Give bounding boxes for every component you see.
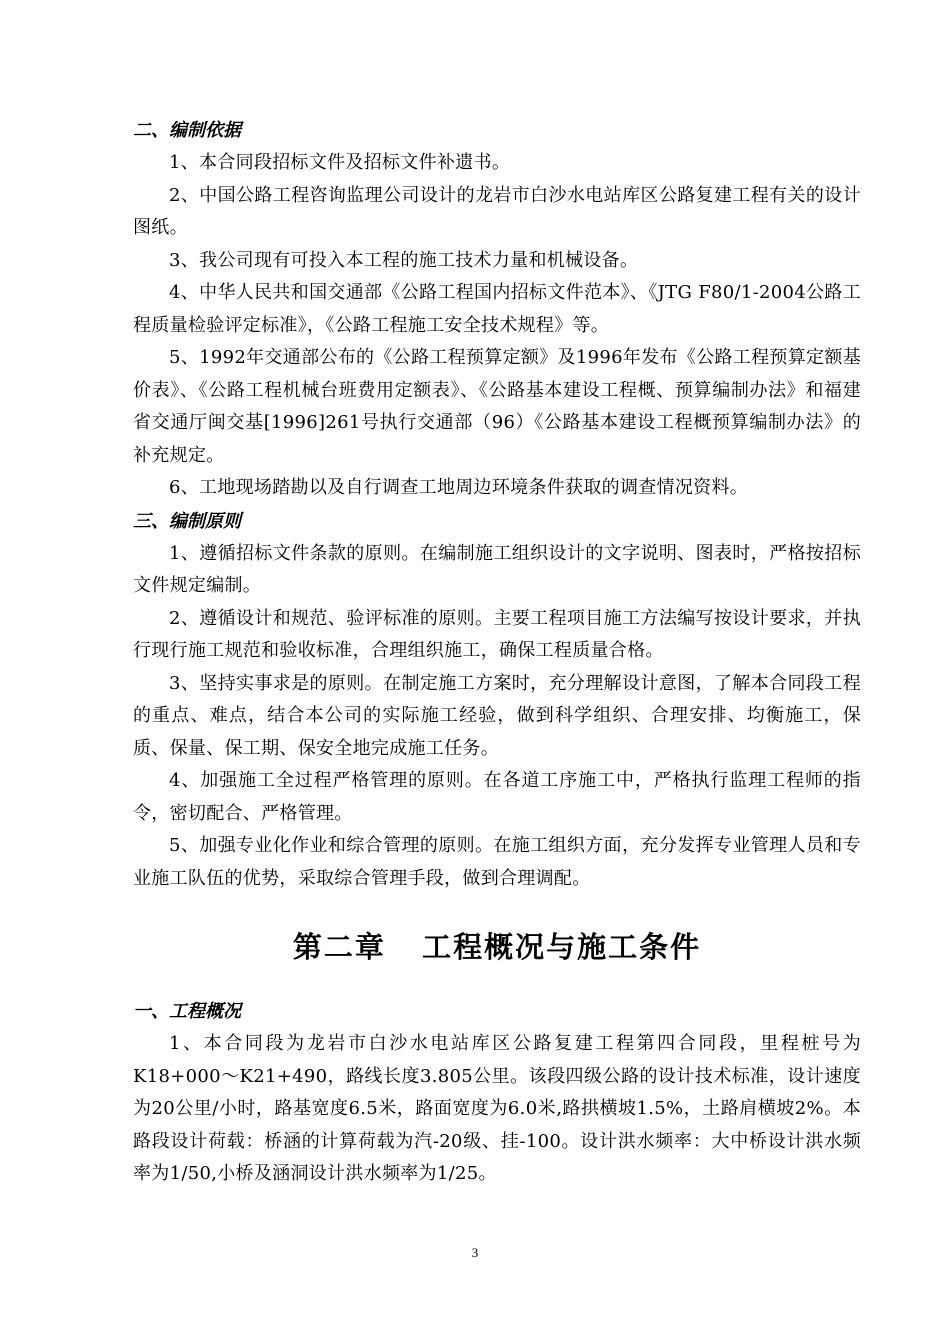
principles-paragraph-2: 2、遵循设计和规范、验评标准的原则。主要工程项目施工方法编写按设计要求，并执行现行施工规范和验收标准，合理组织施工，确保工程质量合格。 [133,607,861,661]
chapter-title: 第二章 工程概况与施工条件 [292,930,702,964]
page-content [133,114,861,1191]
basis-paragraph-3: 3、我公司现有可投入本工程的施工技术力量和机械设备。 [169,249,639,271]
principles-paragraph-5: 5、加强专业化作业和综合管理的原则。在施工组织方面，充分发挥专业管理人员和专业施工队伍的优势，采取综合管理手段，做到合理调配。 [133,835,861,889]
principles-paragraph-3: 3、坚持实事求是的原则。在制定施工方案时，充分理解设计意图，了解本合同段工程的重点、难点，结合本公司的实际施工经验，做到科学组织、合理安排、均衡施工，保质、保量、保工期、保安全地完成施工任务。 [133,672,861,759]
basis-paragraph-2: 2、中国公路工程咨询监理公司设计的龙岩市白沙水电站库区公路复建工程有关的设计图纸。 [133,184,861,238]
section-heading-principles: 三、编制原则 [133,510,241,532]
basis-paragraph-4: 4、中华人民共和国交通部《公路工程国内招标文件范本》、《JTG F80/1-2004公路工程质量检验评定标准》，《公路工程施工安全技术规程》等。 [133,282,861,336]
page-number: 3 [471,1245,479,1260]
basis-paragraph-6: 6、工地现场踏勘以及自行调查工地周边环境条件获取的调查情况资料。 [169,477,749,498]
section-heading-overview: 一、工程概况 [133,1001,241,1022]
principles-paragraph-1: 1、遵循招标文件条款的原则。在编制施工组织设计的文字说明、图表时，严格按招标文件规定编制。 [133,542,861,596]
basis-paragraph-1: 1、本合同段招标文件及招标文件补遗书。 [169,152,511,173]
overview-paragraph-1: 1、本合同段为龙岩市白沙水电站库区公路复建工程第四合同段，里程桩号为K18+000～K21+490，路线长度3.805公里。该段四级公路的设计技术标准，设计速度为20公里/小时，路基宽度6.5米，路面宽度为6.0米,路拱横坡1.5%，土路肩横坡2%。本路段设计荷载：桥涵的计算荷载为汽-20级、挂-100。设计洪水频率：大中桥设计洪水频率为1/50,小桥及涵洞设计洪水频率为1/25。 [133,1033,861,1184]
principles-paragraph-4: 4、加强施工全过程严格管理的原则。在各道工序施工中，严格执行监理工程师的指令，密切配合、严格管理。 [133,770,861,824]
basis-paragraph-5: 5、1992年交通部公布的《公路工程预算定额》及1996年发布《公路工程预算定额基价表》、《公路工程机械台班费用定额表》、《公路基本建设工程概、预算编制办法》和福建省交通厅闽交基[1996]261号执行交通部（96）《公路基本建设工程概预算编制办法》的补充规定。 [133,347,861,466]
section-heading-basis: 二、编制依据 [133,120,241,141]
